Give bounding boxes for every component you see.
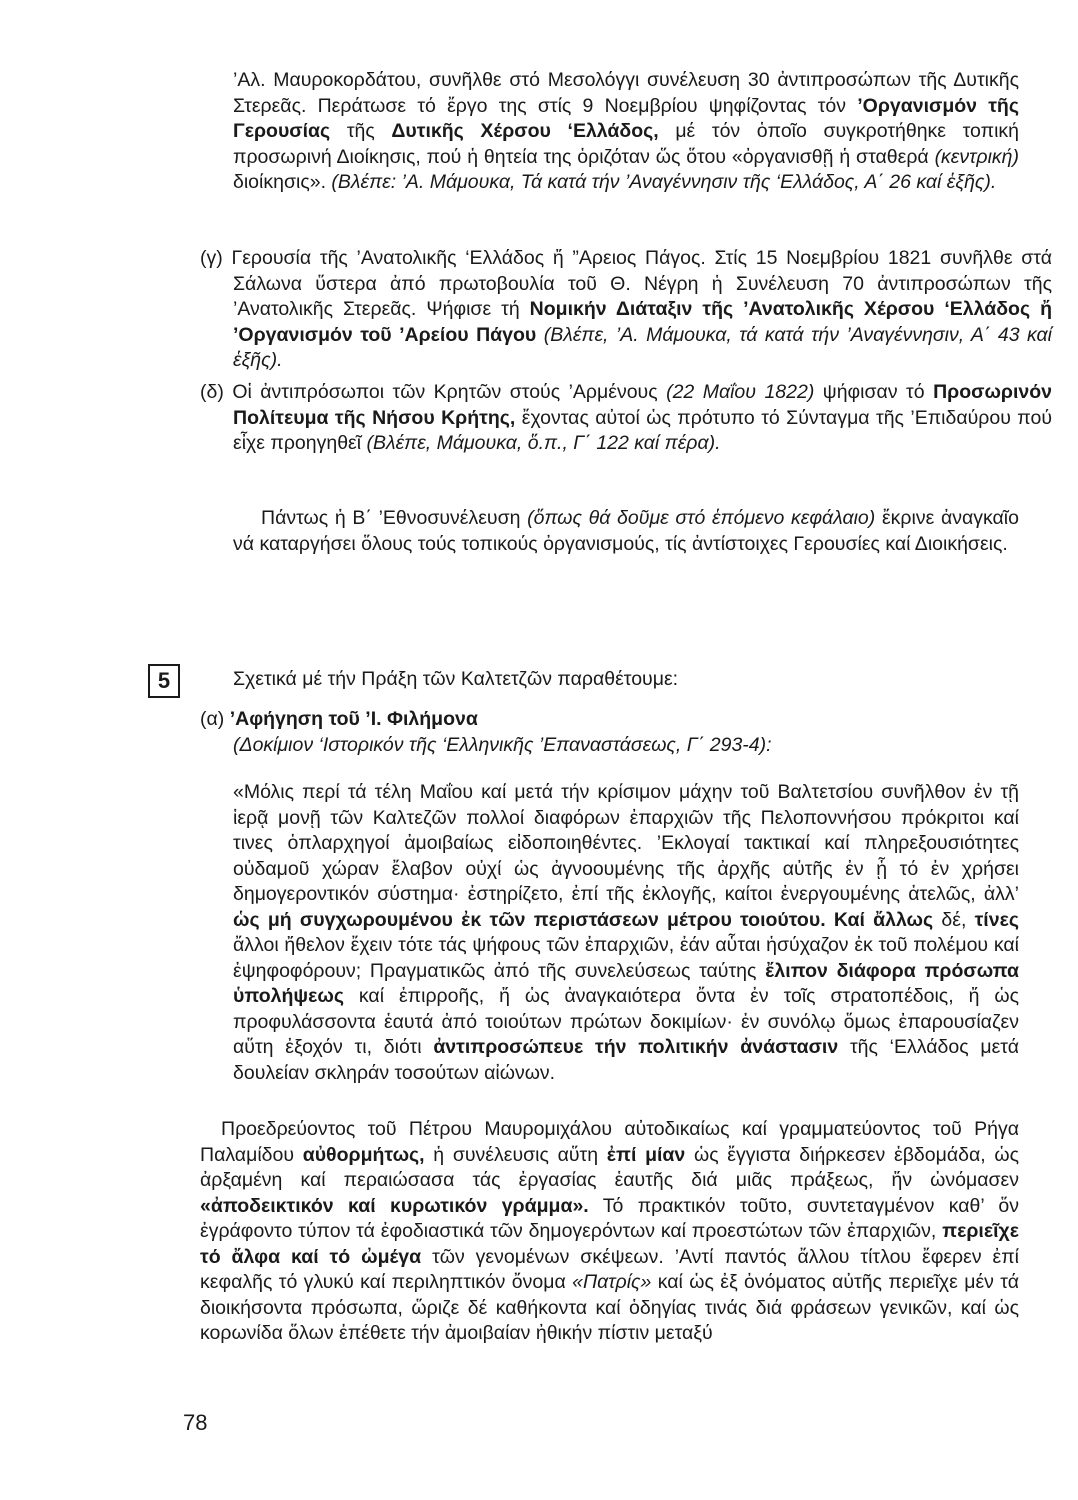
text-run: διοίκησις». <box>233 171 332 193</box>
bold-run: Προσωρινόν Πολίτευμα τῆς Νήσου Κρήτης, <box>233 381 1053 429</box>
item-label: (δ) <box>200 381 224 403</box>
italic-run: (κεντρική) <box>934 145 1019 168</box>
text-run: καί ὡς ἐξ ὀνόματος αὐτῆς περιεῖχε μέν τά διοικήσοντα πρόσωπα, ὥριζε δέ καθήκοντα καί ὁδηγίας τινάς διά φράσεων γενικῶν, καί ὡς κορωνίδα ὅλων ἐπέθετε τήν ἀμοιβαίαν ἠθικήν πίστιν μεταξύ <box>200 1271 1019 1344</box>
text-run: ἡ συνέλευσις αὕτη <box>424 1143 607 1166</box>
text-run: Οἱ ἀντιπρόσωποι τῶν Κρητῶν στούς ’Αρμένους <box>232 381 667 403</box>
text-run: μέ τόν ὁποῖο συγκροτήθηκε τοπική προσωρινή Διοίκησις, πού ἡ θητεία της ὁριζόταν ὥς ὅτου «ὀργανισθῇ ἡ σταθερά <box>233 120 1020 168</box>
text-run: δέ, <box>933 908 975 931</box>
text-run: ἄλλοι ἤθελον ἔχειν τότε τάς ψήφους τῶν ἐπαρχιῶν, ἐάν αὗται ἡσύχαζον ἐκ τοῦ πολέμου καί ἐψηφοφόρουν; Πραγματικῶς ἀπό τῆς συνελεύσεως ταύτης <box>233 934 1019 982</box>
list-item-d <box>200 380 1052 457</box>
quote-paragraph-1 <box>233 780 1019 1086</box>
text-run: τῶν γενομένων σκέψεων. ’Αντί παντός ἄλλου τίτλου ἔφερεν ἐπί κεφαλῆς τό γλυκύ καί περιληπτικόν ὄνομα <box>200 1245 1019 1293</box>
list-item-g <box>200 246 1052 374</box>
text-run: ψήφισαν τό <box>814 381 934 403</box>
text-run: ὡς ἔγγιστα διήρκεσεν ἑβδομάδα, ὡς ἀρξαμένη καί περαιώσασα τάς ἐργασίας ἑαυτῆς διά μιᾶς πράξεως, ἥν ὠνόμασεν <box>200 1143 1019 1191</box>
text-run: ’Αλ. Μαυροκορδάτου, συνῆλθε στό Μεσολόγγι συνέλευση 30 ἀντιπροσώπων τῆς Δυτικῆς Στερεᾶς. Περάτωσε τό ἔργο της στίς 9 Νοεμβρίου ψηφίζοντας τόν <box>233 69 1019 117</box>
source-citation: (Δοκίμιον ‘Ιστορικόν τῆς ‘Ελληνικῆς ’Επαναστάσεως, Γ΄ 293-4): <box>233 733 772 756</box>
bold-run: ἔλιπον διάφορα πρόσωπα ὑπολήψεως <box>233 959 1019 1007</box>
text-run: ἔκρινε ἀναγκαῖο νά καταργήσει ὅλους τούς τοπικούς ὀργανισμούς, τίς ἀντίστοιχες Γερουσίες καί Διοικήσεις. <box>233 507 1019 555</box>
section-number-box: 5 <box>148 664 180 698</box>
item-label: (γ) <box>200 247 223 269</box>
subsection-a-heading <box>200 707 1019 758</box>
text-run: «Μόλις περί τά τέλη Μαΐου καί μετά τήν κρίσιμον μάχην τοῦ Βαλτετσίου συνῆλθον ἐν τῇ ἱερᾷ μονῇ τῶν Καλτεζῶν πολλοί διαφόρων ἐπαρχιῶν τῆς Πελοποννήσου πρόκριτοι καί τινες ὁπλαρχηγοί ἀμοιβαίως εἰδοποιηθέντες. ’Εκλογαί τακτικαί καί πληρεξουσιότητες οὐδαμοῦ χώραν ἔλαβον οὐχί ὡς ἀγνοουμένης τῆς ἀρχῆς αὐτῆς ἐν ᾗ τό ἐν χρήσει δημογεροντικόν σύστημα· ἐστηρίζετο, ἐπί τῆς ἐκλογῆς, καίτοι ἐνεργουμένης ἀτελῶς, ἀλλ’ <box>233 781 1019 905</box>
paragraph-continuation <box>233 68 1019 196</box>
item-label: (α) <box>200 708 225 730</box>
closing-paragraph <box>233 506 1019 557</box>
italic-run: «Πατρίς» <box>572 1271 652 1293</box>
italic-run: (Βλέπε, Μάμουκα, ὅ.π., Γ΄ 122 καί πέρα). <box>366 432 721 454</box>
text-run: Γερουσία τῆς ’Ανατολικῆς ‘Ελλάδος ἤ ”Αρειος Πάγος. Στίς 15 Νοεμβρίου 1821 συνῆλθε στά Σάλωνα ὕστερα ἀπό πρωτοβουλία τοῦ Θ. Νέγρη ἡ Συνέλευση 70 ἀντιπροσώπων τῆς ’Ανατολικῆς Στερεᾶς. Ψήφισε τή <box>231 247 1052 320</box>
italic-run: (Βλέπε: ’Α. Μάμουκα, Τά κατά τήν ’Αναγέννησιν τῆς ‘Ελλάδος, Α΄ 26 καί ἑξῆς). <box>331 171 997 193</box>
bold-run: αὐθορμήτως, <box>302 1143 425 1166</box>
quote-paragraph-2 <box>200 1117 1019 1347</box>
italic-run: (ὅπως θά δοῦμε στό ἑπόμενο κεφάλαιο) <box>527 507 876 529</box>
text-run: τῆς <box>330 120 392 142</box>
bold-run: τίνες <box>974 908 1019 931</box>
text-run: Πάντως ἡ Β΄ ’Εθνοσυνέλευση <box>261 507 528 529</box>
bold-run: «ἀποδεικτικόν καί κυρωτικόν γράμμα». <box>200 1194 589 1217</box>
text-run: τῆς ‘Ελλάδος μετά δουλείαν σκληράν τοσούτων αἰώνων. <box>233 1036 1019 1084</box>
intro-text: Σχετικά μέ τήν Πράξη τῶν Καλτετζῶν παραθέτουμε: <box>233 668 679 690</box>
text-run: Τό πρακτικόν τοῦτο, συντεταγμένον καθ’ ὅν ἐγράφοντο τύπον τά ἐφοδιαστικά τῶν δημογερόντων καί προεστώτων τῶν ἐπαρχιῶν, <box>200 1194 1019 1242</box>
bold-run: Νομικήν Διάταξιν τῆς ’Ανατολικῆς Χέρσου ‘Ελλάδος ἤ ’Οργανισμόν τοῦ ’Αρείου Πάγου <box>233 298 1052 346</box>
bold-run: ἐπί μίαν <box>606 1143 686 1166</box>
bold-run: ’Οργανισμόν τῆς Γερουσίας <box>233 94 1019 142</box>
subsection-title: ’Αφήγηση τοῦ ’Ι. Φιλήμονα <box>229 708 478 730</box>
section-intro <box>233 667 1019 693</box>
page-number: 78 <box>183 1410 208 1435</box>
bold-run: περιεῖχε τό ἄλφα καί τό ὠμέγα <box>200 1220 1019 1268</box>
bold-run: ἀντιπροσώπευε τήν πολιτικήν ἀνάστασιν <box>433 1036 839 1058</box>
bold-run: Δυτικῆς Χέρσου ‘Ελλάδος, <box>391 120 659 142</box>
bold-run: ὡς μή συγχωρουμένου ἐκ τῶν περιστάσεων μέτρου τοιούτου. Καί ἄλλως <box>233 908 934 931</box>
text-run: καί ἐπιρροῆς, ἤ ὡς ἀναγκαιότερα ὄντα ἐν τοῖς στρατοπέδοις, ἤ ὡς προφυλάσσοντα ἑαυτά ἀπό τοιούτων πρώτων δοκιμίων· ἐν συνόλῳ ὅμως ἐπαρουσίαζεν αὕτη ἐξοχόν τι, διότι <box>233 985 1019 1058</box>
italic-run: (22 Μαΐου 1822) <box>666 381 815 403</box>
italic-run: (Βλέπε, ’Α. Μάμουκα, τά κατά τήν ’Αναγέννησιν, Α΄ 43 καί ἑξῆς). <box>233 323 1052 371</box>
text-run: ἔχοντας αὐτοί ὡς πρότυπο τό Σύνταγμα τῆς ’Επιδαύρου πού εἶχε προηγηθεῖ <box>233 406 1052 454</box>
text-run: Προεδρεύοντος τοῦ Πέτρου Μαυρομιχάλου αὐτοδικαίως καί γραμματεύοντος τοῦ Ρήγα Παλαμίδου <box>200 1118 1019 1166</box>
